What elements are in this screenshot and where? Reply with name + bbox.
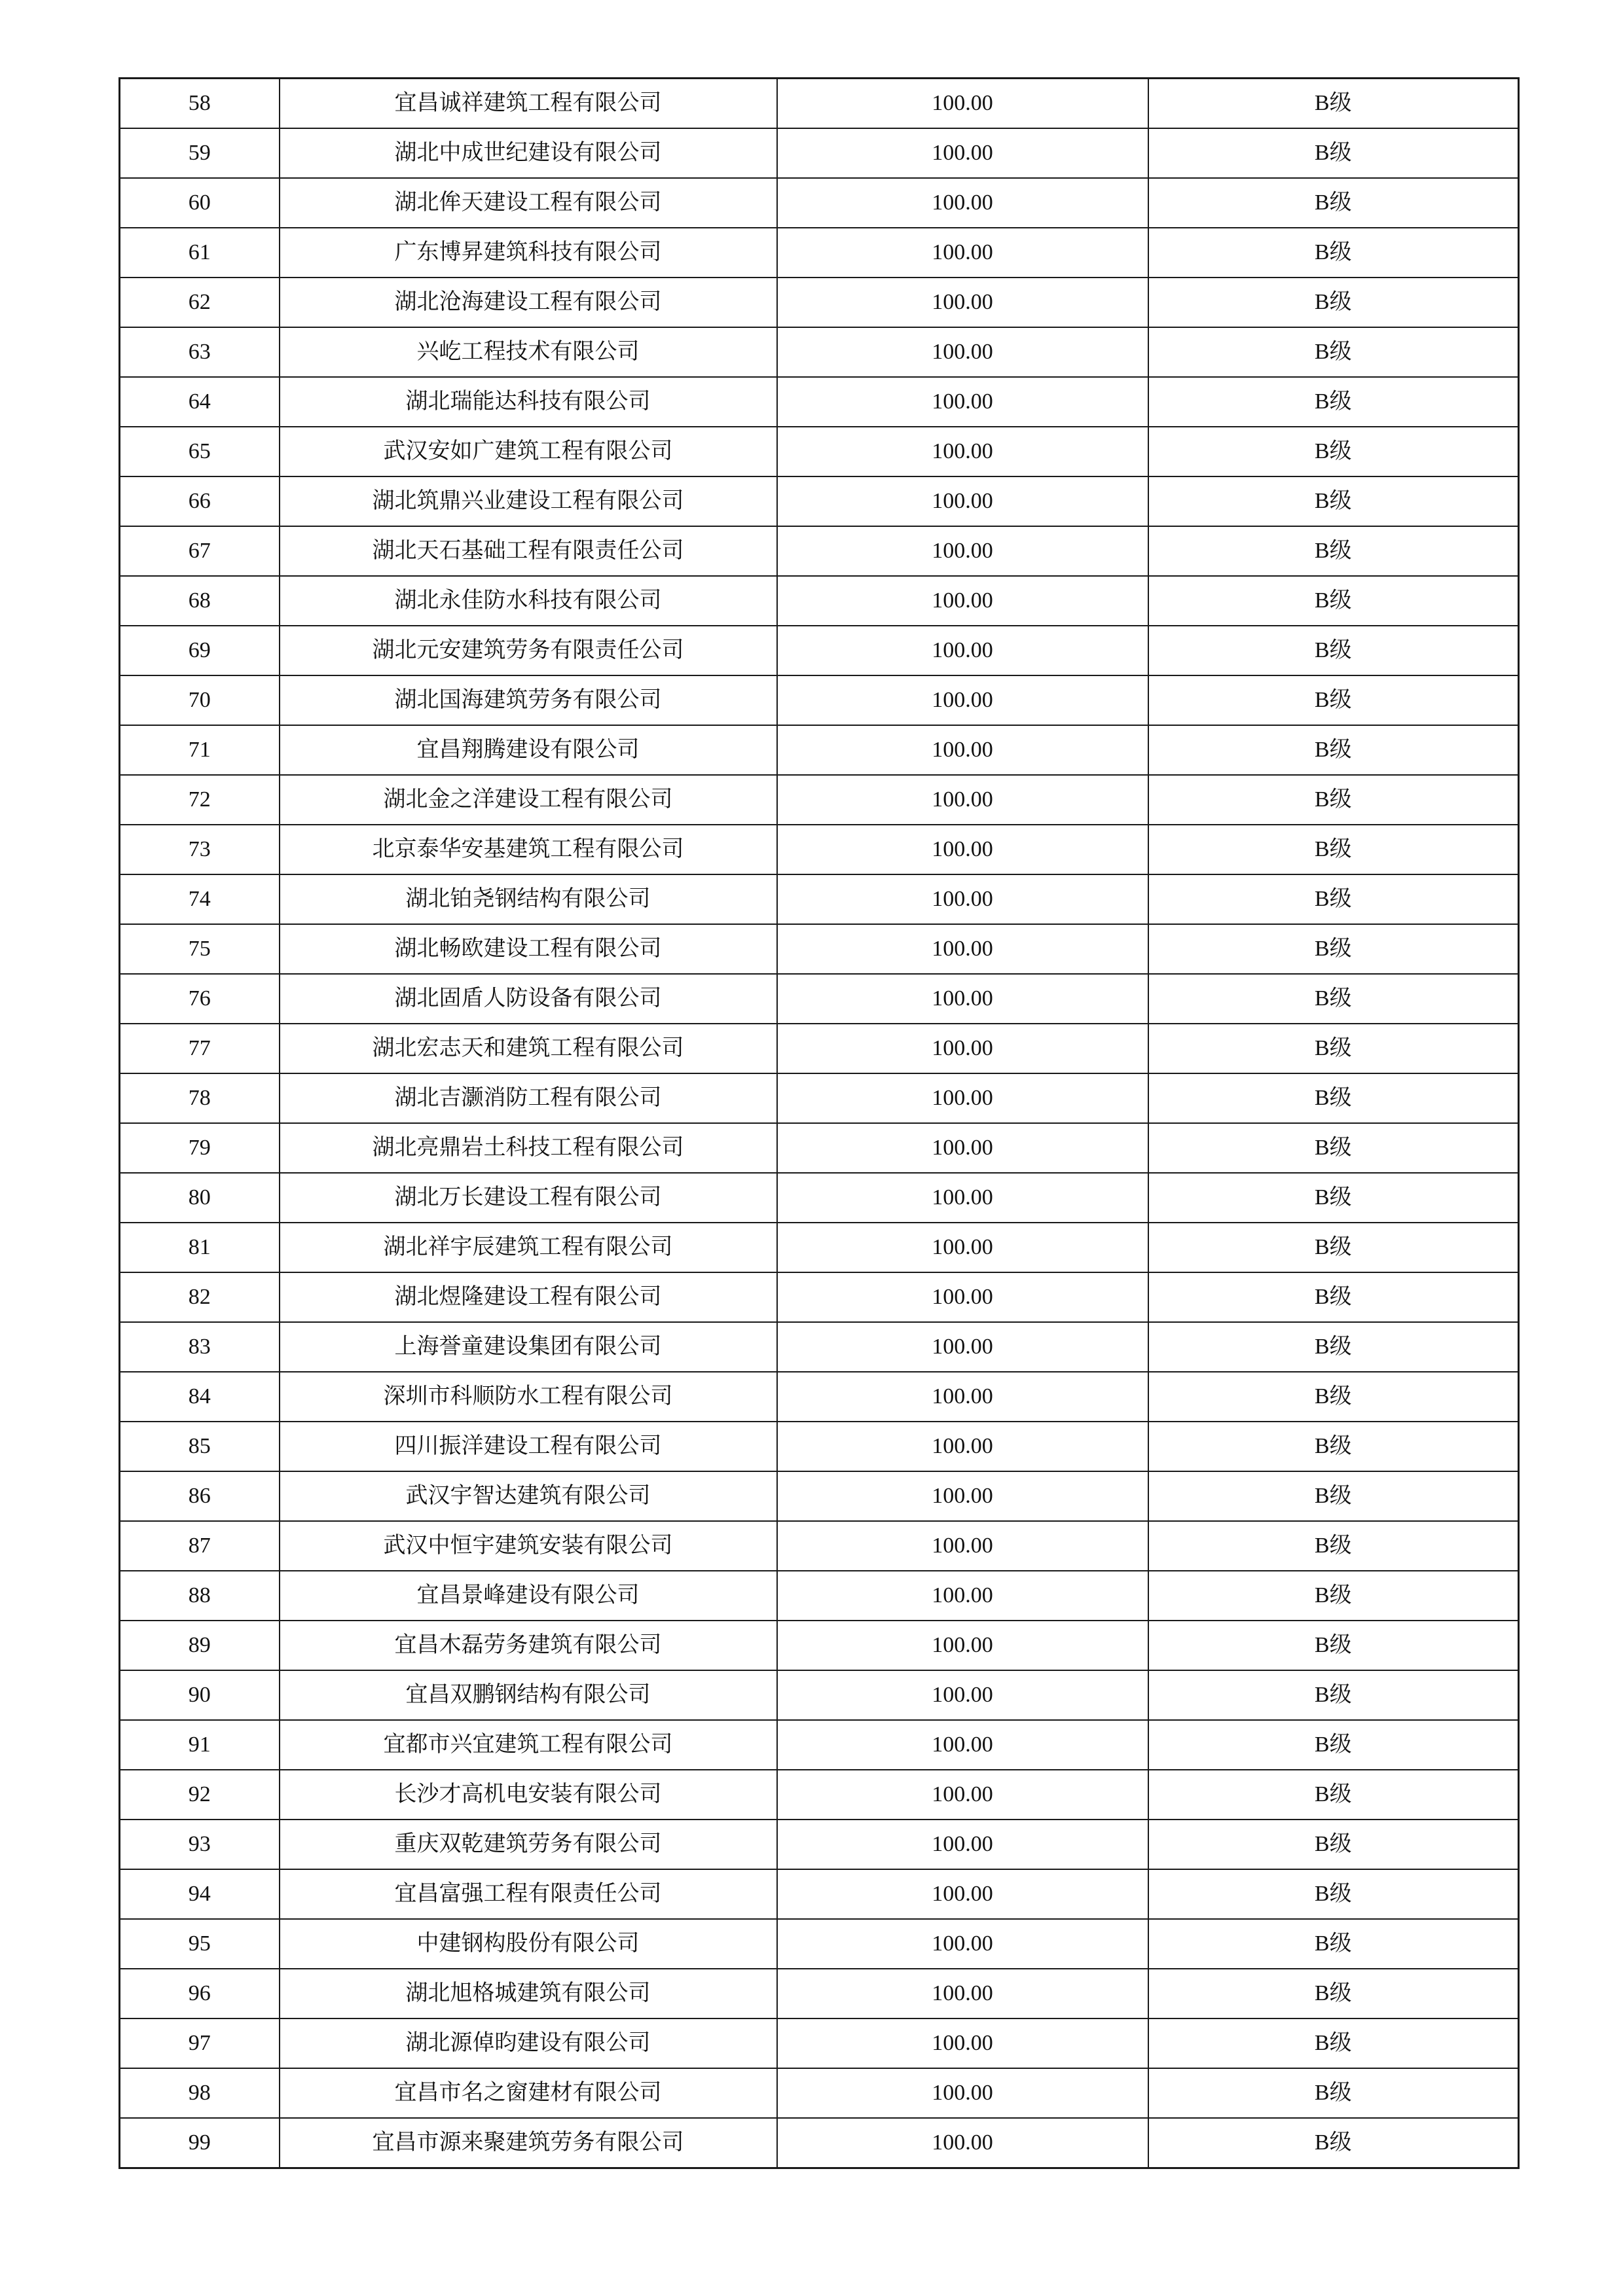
company-name-cell: 湖北祥宇辰建筑工程有限公司	[280, 1223, 777, 1272]
table-body	[120, 79, 1519, 2168]
score-cell: 100.00	[777, 1869, 1148, 1919]
table-row	[120, 2118, 1519, 2168]
grade-cell: B级	[1148, 1521, 1519, 1571]
company-name-cell: 湖北万长建设工程有限公司	[280, 1173, 777, 1223]
grade-cell: B级	[1148, 825, 1519, 874]
row-number-cell: 75	[120, 924, 280, 974]
grade-cell: B级	[1148, 1869, 1519, 1919]
company-name-cell: 宜昌市源来聚建筑劳务有限公司	[280, 2118, 777, 2168]
company-grade-table	[119, 77, 1520, 2169]
company-name-cell: 湖北瑞能达科技有限公司	[280, 377, 777, 427]
company-name-cell: 武汉宇智达建筑有限公司	[280, 1471, 777, 1521]
grade-cell: B级	[1148, 1720, 1519, 1770]
company-name-cell: 深圳市科顺防水工程有限公司	[280, 1372, 777, 1422]
score-cell: 100.00	[777, 327, 1148, 377]
score-cell: 100.00	[777, 278, 1148, 327]
row-number-cell: 77	[120, 1024, 280, 1073]
table-row	[120, 2068, 1519, 2118]
company-name-cell: 湖北沧海建设工程有限公司	[280, 278, 777, 327]
score-cell: 100.00	[777, 1322, 1148, 1372]
table-row	[120, 1322, 1519, 1372]
table-row	[120, 1571, 1519, 1621]
grade-cell: B级	[1148, 2018, 1519, 2068]
row-number-cell: 84	[120, 1372, 280, 1422]
score-cell: 100.00	[777, 1024, 1148, 1073]
row-number-cell: 89	[120, 1621, 280, 1670]
company-name-cell: 湖北吉灏消防工程有限公司	[280, 1073, 777, 1123]
company-name-cell: 武汉中恒宇建筑安装有限公司	[280, 1521, 777, 1571]
grade-cell: B级	[1148, 1471, 1519, 1521]
company-name-cell: 湖北固盾人防设备有限公司	[280, 974, 777, 1024]
row-number-cell: 85	[120, 1422, 280, 1471]
score-cell: 100.00	[777, 1670, 1148, 1720]
grade-cell: B级	[1148, 1820, 1519, 1869]
company-name-cell: 湖北旭格城建筑有限公司	[280, 1969, 777, 2018]
grade-cell: B级	[1148, 1073, 1519, 1123]
company-name-cell: 宜昌双鹏钢结构有限公司	[280, 1670, 777, 1720]
company-name-cell: 宜昌市名之窗建材有限公司	[280, 2068, 777, 2118]
company-name-cell: 湖北永佳防水科技有限公司	[280, 576, 777, 626]
row-number-cell: 69	[120, 626, 280, 675]
table-row	[120, 128, 1519, 178]
grade-cell: B级	[1148, 1372, 1519, 1422]
grade-cell: B级	[1148, 2068, 1519, 2118]
row-number-cell: 72	[120, 775, 280, 825]
row-number-cell: 80	[120, 1173, 280, 1223]
grade-cell: B级	[1148, 377, 1519, 427]
company-name-cell: 湖北亮鼎岩土科技工程有限公司	[280, 1123, 777, 1173]
score-cell: 100.00	[777, 1720, 1148, 1770]
score-cell: 100.00	[777, 178, 1148, 228]
score-cell: 100.00	[777, 2118, 1148, 2168]
score-cell: 100.00	[777, 924, 1148, 974]
table-row	[120, 1073, 1519, 1123]
row-number-cell: 95	[120, 1919, 280, 1969]
score-cell: 100.00	[777, 626, 1148, 675]
company-name-cell: 湖北侔天建设工程有限公司	[280, 178, 777, 228]
row-number-cell: 78	[120, 1073, 280, 1123]
table-row	[120, 1720, 1519, 1770]
company-name-cell: 重庆双乾建筑劳务有限公司	[280, 1820, 777, 1869]
grade-cell: B级	[1148, 1670, 1519, 1720]
row-number-cell: 96	[120, 1969, 280, 2018]
score-cell: 100.00	[777, 1571, 1148, 1621]
score-cell: 100.00	[777, 576, 1148, 626]
score-cell: 100.00	[777, 2068, 1148, 2118]
row-number-cell: 65	[120, 427, 280, 476]
grade-cell: B级	[1148, 1770, 1519, 1820]
row-number-cell: 66	[120, 476, 280, 526]
table-row	[120, 675, 1519, 725]
table-row	[120, 576, 1519, 626]
company-name-cell: 湖北宏志天和建筑工程有限公司	[280, 1024, 777, 1073]
grade-cell: B级	[1148, 1322, 1519, 1372]
company-name-cell: 广东博昇建筑科技有限公司	[280, 228, 777, 278]
row-number-cell: 64	[120, 377, 280, 427]
row-number-cell: 58	[120, 79, 280, 129]
score-cell: 100.00	[777, 1770, 1148, 1820]
company-name-cell: 兴屹工程技术有限公司	[280, 327, 777, 377]
table-row	[120, 1919, 1519, 1969]
grade-cell: B级	[1148, 626, 1519, 675]
company-name-cell: 湖北国海建筑劳务有限公司	[280, 675, 777, 725]
table-row	[120, 1471, 1519, 1521]
table-row	[120, 278, 1519, 327]
score-cell: 100.00	[777, 775, 1148, 825]
table-row	[120, 526, 1519, 576]
row-number-cell: 91	[120, 1720, 280, 1770]
table-row	[120, 775, 1519, 825]
table-row	[120, 427, 1519, 476]
company-name-cell: 宜昌诚祥建筑工程有限公司	[280, 79, 777, 129]
score-cell: 100.00	[777, 1969, 1148, 2018]
company-name-cell: 湖北畅欧建设工程有限公司	[280, 924, 777, 974]
score-cell: 100.00	[777, 874, 1148, 924]
table-row	[120, 1621, 1519, 1670]
company-name-cell: 宜昌景峰建设有限公司	[280, 1571, 777, 1621]
company-name-cell: 湖北元安建筑劳务有限责任公司	[280, 626, 777, 675]
row-number-cell: 67	[120, 526, 280, 576]
row-number-cell: 63	[120, 327, 280, 377]
score-cell: 100.00	[777, 1073, 1148, 1123]
grade-cell: B级	[1148, 1272, 1519, 1322]
grade-cell: B级	[1148, 1571, 1519, 1621]
row-number-cell: 71	[120, 725, 280, 775]
row-number-cell: 68	[120, 576, 280, 626]
table-row	[120, 626, 1519, 675]
grade-cell: B级	[1148, 725, 1519, 775]
row-number-cell: 83	[120, 1322, 280, 1372]
grade-cell: B级	[1148, 576, 1519, 626]
row-number-cell: 87	[120, 1521, 280, 1571]
row-number-cell: 88	[120, 1571, 280, 1621]
grade-cell: B级	[1148, 1422, 1519, 1471]
row-number-cell: 97	[120, 2018, 280, 2068]
grade-cell: B级	[1148, 1919, 1519, 1969]
table-row	[120, 1869, 1519, 1919]
table-row	[120, 1422, 1519, 1471]
grade-cell: B级	[1148, 675, 1519, 725]
grade-cell: B级	[1148, 476, 1519, 526]
grade-cell: B级	[1148, 874, 1519, 924]
table-row	[120, 725, 1519, 775]
grade-cell: B级	[1148, 775, 1519, 825]
score-cell: 100.00	[777, 1223, 1148, 1272]
table-row	[120, 825, 1519, 874]
row-number-cell: 86	[120, 1471, 280, 1521]
grade-cell: B级	[1148, 278, 1519, 327]
score-cell: 100.00	[777, 1521, 1148, 1571]
table-row	[120, 2018, 1519, 2068]
score-cell: 100.00	[777, 128, 1148, 178]
table-row	[120, 228, 1519, 278]
company-name-cell: 宜昌翔腾建设有限公司	[280, 725, 777, 775]
row-number-cell: 61	[120, 228, 280, 278]
company-name-cell: 四川振洋建设工程有限公司	[280, 1422, 777, 1471]
row-number-cell: 98	[120, 2068, 280, 2118]
table-row	[120, 1123, 1519, 1173]
row-number-cell: 74	[120, 874, 280, 924]
table-row	[120, 1173, 1519, 1223]
grade-cell: B级	[1148, 178, 1519, 228]
grade-cell: B级	[1148, 924, 1519, 974]
table-row	[120, 178, 1519, 228]
company-name-cell: 湖北天石基础工程有限责任公司	[280, 526, 777, 576]
score-cell: 100.00	[777, 1621, 1148, 1670]
table-row	[120, 476, 1519, 526]
grade-cell: B级	[1148, 1223, 1519, 1272]
table-row	[120, 327, 1519, 377]
score-cell: 100.00	[777, 675, 1148, 725]
grade-cell: B级	[1148, 526, 1519, 576]
company-name-cell: 湖北金之洋建设工程有限公司	[280, 775, 777, 825]
grade-cell: B级	[1148, 1173, 1519, 1223]
table-row	[120, 1372, 1519, 1422]
table-row	[120, 377, 1519, 427]
grade-cell: B级	[1148, 128, 1519, 178]
grade-cell: B级	[1148, 1123, 1519, 1173]
score-cell: 100.00	[777, 1173, 1148, 1223]
company-name-cell: 宜昌木磊劳务建筑有限公司	[280, 1621, 777, 1670]
table-row	[120, 1670, 1519, 1720]
score-cell: 100.00	[777, 825, 1148, 874]
table-row	[120, 1272, 1519, 1322]
grade-cell: B级	[1148, 2118, 1519, 2168]
company-name-cell: 中建钢构股份有限公司	[280, 1919, 777, 1969]
score-cell: 100.00	[777, 79, 1148, 129]
grade-cell: B级	[1148, 1969, 1519, 2018]
grade-cell: B级	[1148, 327, 1519, 377]
row-number-cell: 99	[120, 2118, 280, 2168]
grade-cell: B级	[1148, 79, 1519, 129]
company-name-cell: 湖北铂尧钢结构有限公司	[280, 874, 777, 924]
table-row	[120, 79, 1519, 129]
grade-cell: B级	[1148, 1621, 1519, 1670]
company-name-cell: 湖北煜隆建设工程有限公司	[280, 1272, 777, 1322]
score-cell: 100.00	[777, 476, 1148, 526]
score-cell: 100.00	[777, 2018, 1148, 2068]
score-cell: 100.00	[777, 526, 1148, 576]
table-row	[120, 924, 1519, 974]
company-name-cell: 湖北源倬昀建设有限公司	[280, 2018, 777, 2068]
row-number-cell: 73	[120, 825, 280, 874]
score-cell: 100.00	[777, 228, 1148, 278]
table-row	[120, 874, 1519, 924]
row-number-cell: 62	[120, 278, 280, 327]
row-number-cell: 76	[120, 974, 280, 1024]
row-number-cell: 94	[120, 1869, 280, 1919]
row-number-cell: 93	[120, 1820, 280, 1869]
row-number-cell: 92	[120, 1770, 280, 1820]
company-name-cell: 上海誉童建设集团有限公司	[280, 1322, 777, 1372]
row-number-cell: 82	[120, 1272, 280, 1322]
table-row	[120, 1024, 1519, 1073]
row-number-cell: 81	[120, 1223, 280, 1272]
company-name-cell: 北京泰华安基建筑工程有限公司	[280, 825, 777, 874]
company-name-cell: 湖北筑鼎兴业建设工程有限公司	[280, 476, 777, 526]
score-cell: 100.00	[777, 1272, 1148, 1322]
company-name-cell: 湖北中成世纪建设有限公司	[280, 128, 777, 178]
score-cell: 100.00	[777, 1123, 1148, 1173]
grade-cell: B级	[1148, 228, 1519, 278]
grade-cell: B级	[1148, 1024, 1519, 1073]
table-row	[120, 1521, 1519, 1571]
company-name-cell: 武汉安如广建筑工程有限公司	[280, 427, 777, 476]
score-cell: 100.00	[777, 1422, 1148, 1471]
score-cell: 100.00	[777, 377, 1148, 427]
row-number-cell: 59	[120, 128, 280, 178]
table-row	[120, 1770, 1519, 1820]
score-cell: 100.00	[777, 1372, 1148, 1422]
score-cell: 100.00	[777, 427, 1148, 476]
table-row	[120, 1969, 1519, 2018]
score-cell: 100.00	[777, 1919, 1148, 1969]
score-cell: 100.00	[777, 725, 1148, 775]
grade-cell: B级	[1148, 974, 1519, 1024]
score-cell: 100.00	[777, 1820, 1148, 1869]
company-name-cell: 宜都市兴宜建筑工程有限公司	[280, 1720, 777, 1770]
row-number-cell: 79	[120, 1123, 280, 1173]
company-name-cell: 宜昌富强工程有限责任公司	[280, 1869, 777, 1919]
score-cell: 100.00	[777, 1471, 1148, 1521]
table-row	[120, 1820, 1519, 1869]
row-number-cell: 90	[120, 1670, 280, 1720]
table-row	[120, 1223, 1519, 1272]
score-cell: 100.00	[777, 974, 1148, 1024]
company-name-cell: 长沙才高机电安装有限公司	[280, 1770, 777, 1820]
row-number-cell: 60	[120, 178, 280, 228]
grade-cell: B级	[1148, 427, 1519, 476]
table-row	[120, 974, 1519, 1024]
row-number-cell: 70	[120, 675, 280, 725]
